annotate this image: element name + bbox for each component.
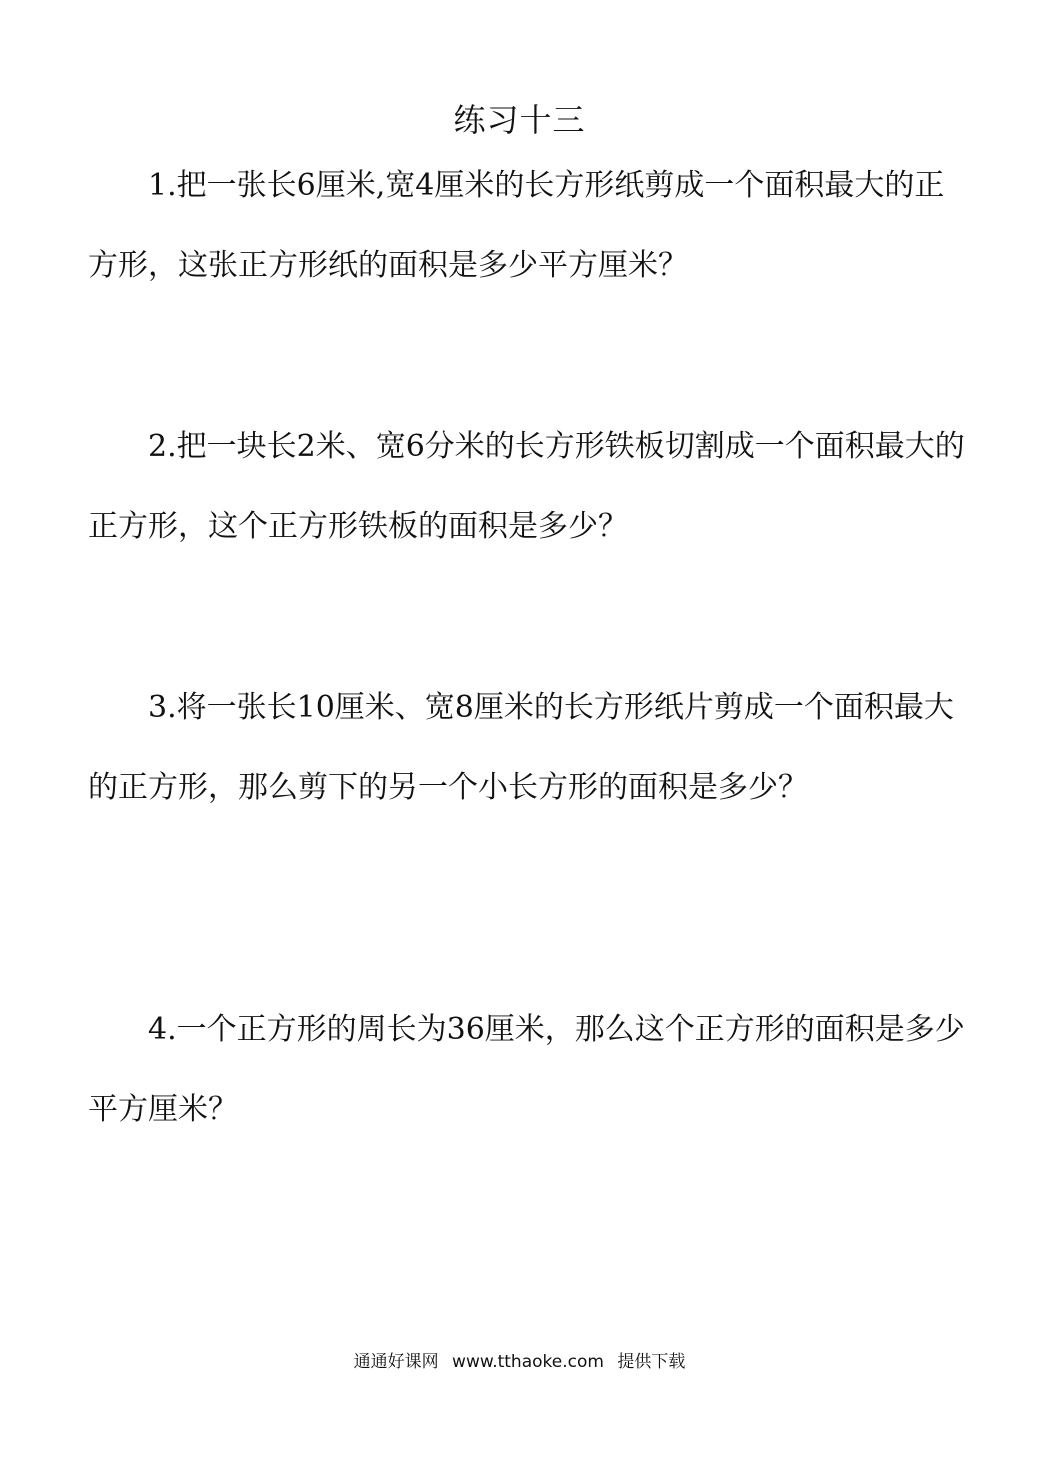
question-2-line-1: 2.把一块长2米、宽6分米的长方形铁板切割成一个面积最大的 [148, 429, 965, 464]
question-4-line-2: 平方厘米？ [88, 1092, 238, 1127]
question-1-line-1: 1.把一张长6厘米,宽4厘米的长方形纸剪成一个面积最大的正 [148, 168, 945, 203]
footer-suffix: 提供下载 [617, 1352, 686, 1372]
page-title: 练习十三 [453, 101, 586, 139]
question-1-line-2: 方形，这张正方形纸的面积是多少平方厘米？ [88, 248, 688, 283]
question-4-line-1: 4.一个正方形的周长为36厘米，那么这个正方形的面积是多少 [148, 1012, 965, 1047]
footer-site-name: 通通好课网 [353, 1352, 439, 1372]
question-4 [88, 990, 965, 1150]
question-3 [88, 668, 952, 828]
question-2 [88, 407, 965, 567]
question-3-line-2: 的正方形，那么剪下的另一个小长方形的面积是多少？ [88, 770, 808, 805]
page-footer [0, 1348, 1039, 1376]
question-1 [88, 146, 952, 306]
question-3-line-1: 3.将一张长10厘米、宽8厘米的长方形纸片剪成一个面积最大 [148, 690, 954, 725]
footer-url: www.tthaoke.com [452, 1352, 604, 1372]
question-2-line-2: 正方形，这个正方形铁板的面积是多少？ [88, 509, 628, 544]
